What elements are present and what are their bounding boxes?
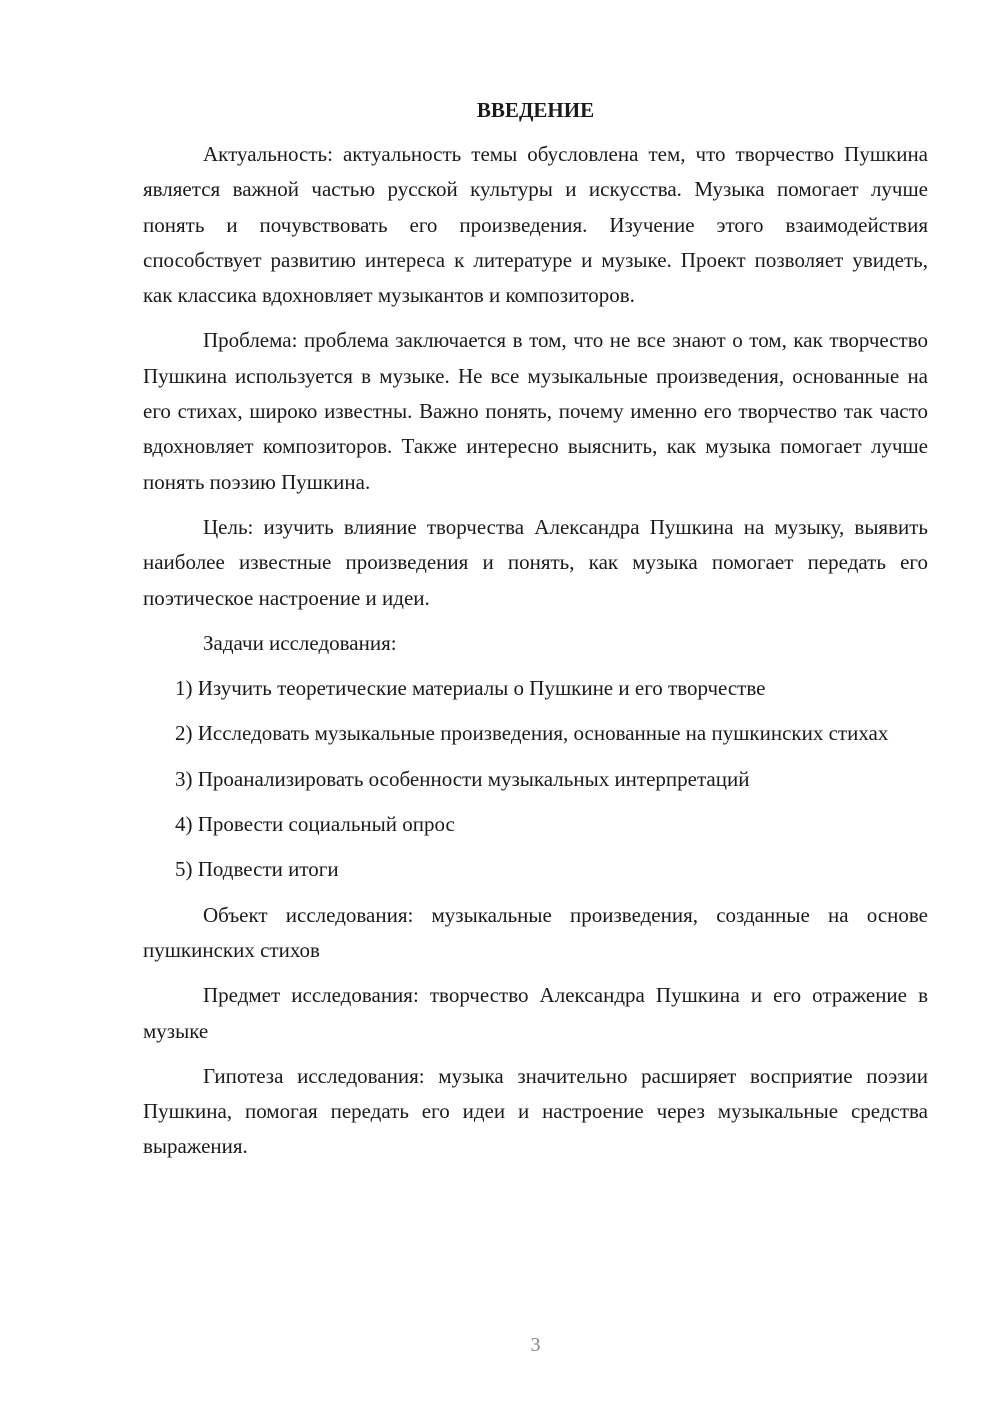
goal-paragraph: Цель: изучить влияние творчества Александра Пушкина на музыку, выявить наиболее известные произведения и понять, как музыка помогает передать его поэтическое настроение и идеи.	[143, 514, 928, 610]
section-title: ВВЕДЕНИЕ	[476, 98, 595, 122]
relevance-paragraph: Актуальность: актуальность темы обусловлена тем, что творчество Пушкина является важной частью русской культуры и искусства. Музыка помогает лучше понять и почувствовать его произведения. Изучение этого взаимодействия способствует развитию интереса к литературе и музыке. Проект позволяет увидеть, как классика вдохновляет музыкантов и композиторов.	[143, 142, 928, 308]
subject-paragraph: Предмет исследования: творчество Александра Пушкина и его отражение в музыке	[143, 983, 928, 1043]
document-body	[143, 95, 928, 1175]
task-item: 2) Исследовать музыкальные произведения, основанные на пушкинских стихах	[175, 721, 889, 746]
task-item: 1) Изучить теоретические материалы о Пушкине и его творчестве	[175, 676, 766, 701]
task-item: 5) Подвести итоги	[175, 857, 339, 882]
object-paragraph: Объект исследования: музыкальные произведения, созданные на основе пушкинских стихов	[143, 902, 928, 962]
tasks-heading: Задачи исследования:	[203, 630, 397, 655]
problem-paragraph: Проблема: проблема заключается в том, что не все знают о том, как творчество Пушкина используется в музыке. Не все музыкальные произведения, основанные на его стихах, широко известны. Важно понять, почему именно его творчество так часто вдохновляет композиторов. Также интересно выяснить, как музыка помогает лучше понять поэзию Пушкина.	[143, 328, 928, 494]
hypothesis-paragraph: Гипотеза исследования: музыка значительно расширяет восприятие поэзии Пушкина, помогая передать его идеи и настроение через музыкальные средства выражения.	[143, 1063, 928, 1159]
page-number: 3	[530, 1334, 541, 1356]
task-item: 4) Провести социальный опрос	[175, 812, 455, 837]
task-item: 3) Проанализировать особенности музыкальных интерпретаций	[175, 766, 750, 791]
